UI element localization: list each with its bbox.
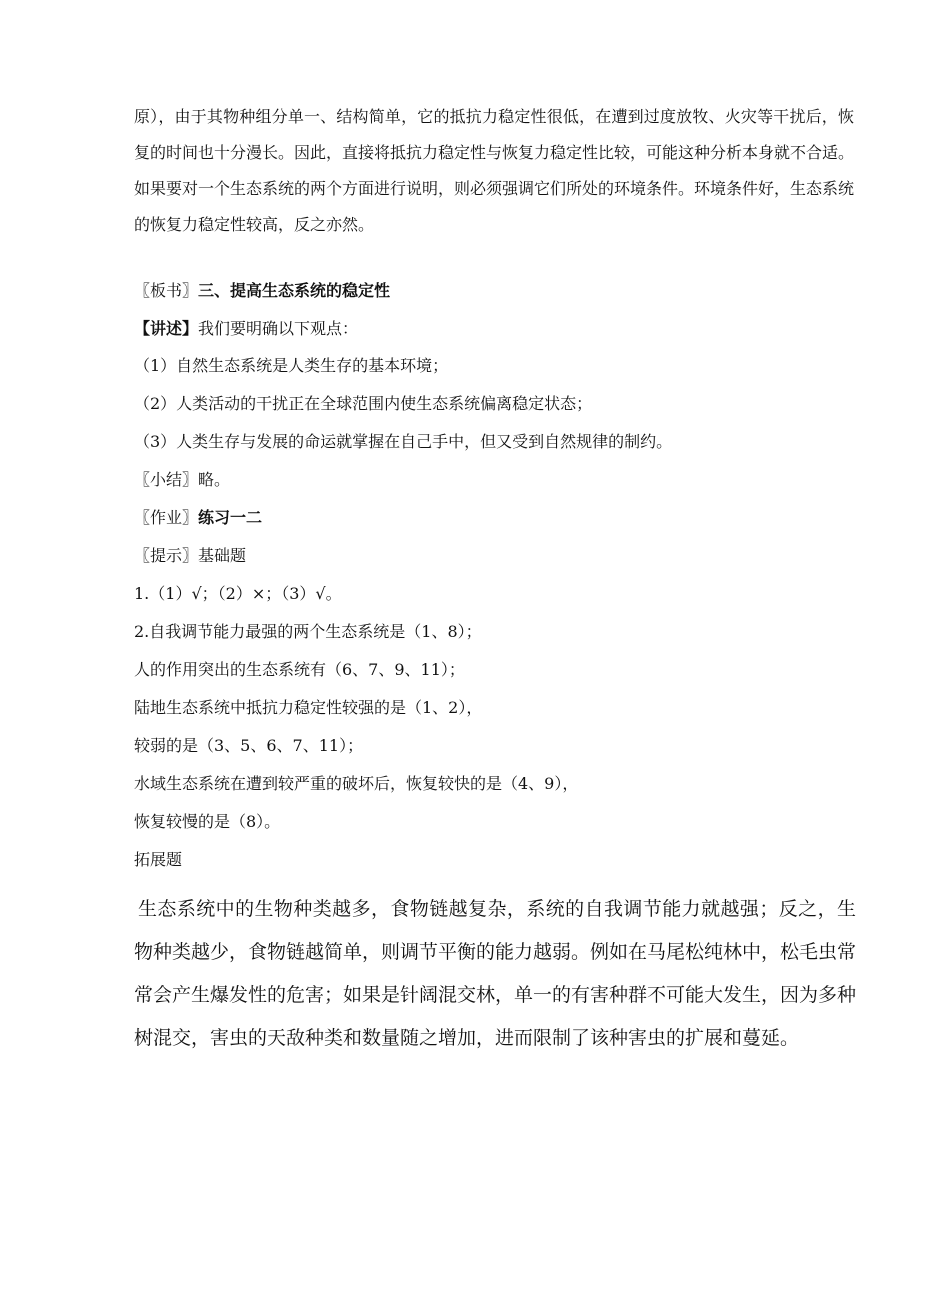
summary-line — [134, 461, 854, 498]
point-2: （2）人类活动的干扰正在全球范围内使生态系统偏离稳定状态； — [134, 394, 593, 413]
point-3: （3）人类生存与发展的命运就掌握在自己手中，但又受到自然规律的制约。 — [134, 432, 673, 451]
summary-text: 略。 — [198, 470, 231, 489]
answer-1: 1.（1）√；（2）×；（3）√。 — [134, 584, 342, 603]
answer-5: 较弱的是（3、5、6、7、11）； — [134, 736, 364, 755]
homework-text: 练习一二 — [198, 508, 263, 527]
answer-6: 水域生态系统在遭到较严重的破坏后，恢复较快的是（4、9）， — [134, 774, 579, 793]
homework-line — [134, 499, 854, 536]
intro-paragraph: 原），由于其物种组分单一、结构简单，它的抵抗力稳定性很低，在遭到过度放牧、火灾等干扰后，恢复的时间也十分漫长。因此，直接将抵抗力稳定性与恢复力稳定性比较，可能这种分析本身就不合适。如果要对一个生态系统的两个方面进行说明，则必须强调它们所处的环境条件。环境条件好，生态系统的恢复力稳定性较高，反之亦然。 — [134, 107, 855, 234]
board-heading: 三、提高生态系统的稳定性 — [198, 281, 391, 300]
answer-4: 陆地生态系统中抵抗力稳定性较强的是（1、2）， — [134, 698, 483, 717]
extension-title: 拓展题 — [134, 850, 183, 869]
hint-tag: 〖提示〗 — [134, 546, 199, 565]
answer-3: 人的作用突出的生态系统有（6、7、9、11）； — [134, 660, 465, 679]
hint-text: 基础题 — [198, 546, 247, 565]
lecture-text: 我们要明确以下观点： — [198, 319, 359, 338]
lecture-line — [134, 310, 854, 347]
hint-line — [134, 537, 854, 574]
answer-7: 恢复较慢的是（8）。 — [134, 812, 281, 831]
board-tag: 〖板书〗 — [134, 281, 199, 300]
summary-tag: 〖小结〗 — [134, 470, 199, 489]
lecture-tag: 【讲述】 — [134, 319, 199, 338]
point-1: （1）自然生态系统是人类生存的基本环境； — [134, 356, 449, 375]
answer-2: 2.自我调节能力最强的两个生态系统是（1、8）； — [134, 622, 482, 641]
homework-tag: 〖作业〗 — [134, 508, 199, 527]
extension-paragraph: 生态系统中的生物种类越多，食物链越复杂，系统的自我调节能力就越强；反之，生物种类越少，食物链越简单，则调节平衡的能力越弱。例如在马尾松纯林中，松毛虫常常会产生爆发性的危害；如果是针阔混交林，单一的有害种群不可能大发生，因为多种树混交，害虫的天敌种类和数量随之增加，进而限制了该种害虫的扩展和蔓延。 — [134, 898, 857, 1049]
board-line — [134, 272, 854, 309]
